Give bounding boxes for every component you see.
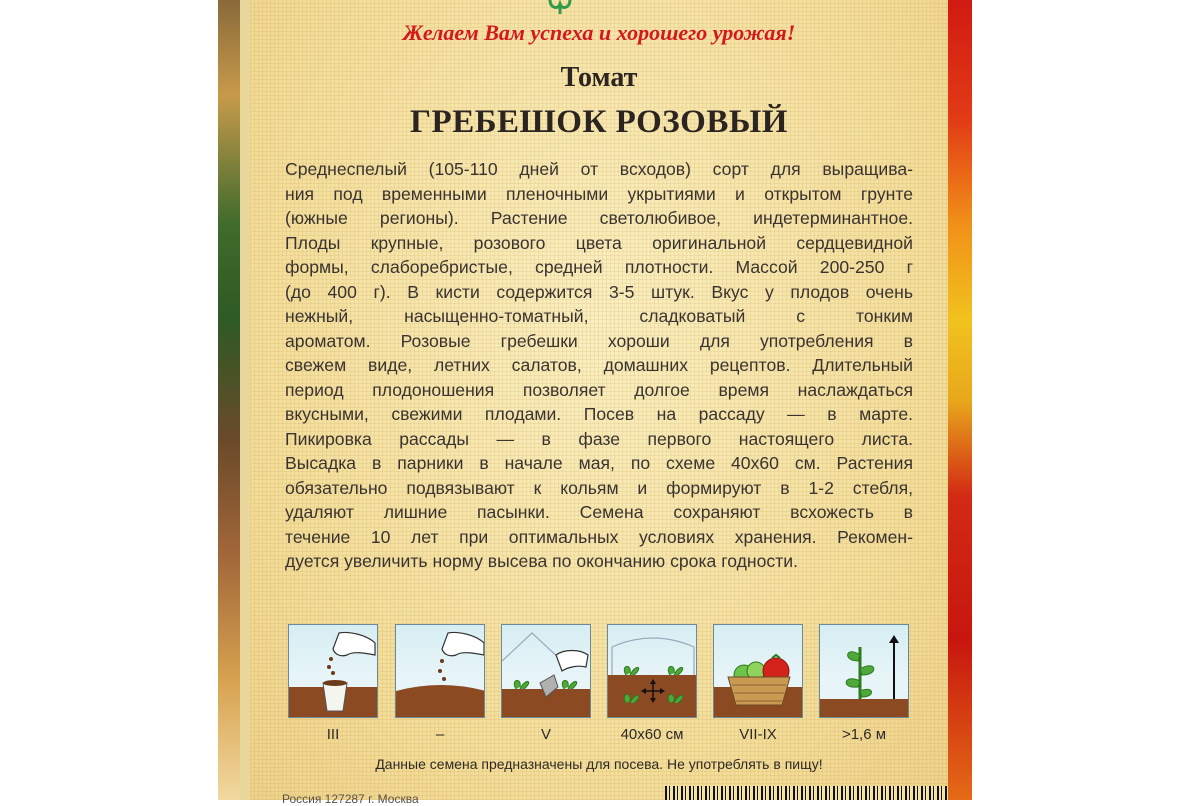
description-line: ароматом. Розовые гребешки хороши для употребления в bbox=[285, 330, 913, 351]
producer-address: Россия 127287 г. Москва bbox=[282, 792, 419, 806]
transplanting-icon bbox=[501, 624, 591, 718]
description-line: дуется увеличить норму высева по окончанию срока годности. bbox=[285, 551, 798, 571]
crop-title: Томат bbox=[560, 62, 638, 93]
description-line: ния под временными пленочными укрытиями и открытом грунте bbox=[285, 183, 913, 204]
growing-pictograms bbox=[288, 624, 916, 719]
description-line: обязательно подвязывают к кольям и формируют в 1-2 стебля, bbox=[285, 477, 913, 498]
safety-note: Данные семена предназначены для посева. Не употреблять в пищу! bbox=[375, 756, 823, 772]
description-line: удаляют лишние пасынки. Семена сохраняют всхожесть в bbox=[285, 502, 913, 522]
description-line: период плодоношения позволяет долгое время наслаждаться bbox=[285, 379, 913, 400]
sowing-in-ground-icon bbox=[395, 624, 485, 718]
harvest-basket-icon bbox=[713, 624, 803, 718]
description-line: Пикировка рассады — в фазе первого настоящего листа. bbox=[285, 428, 913, 449]
description-line: свежем виде, летних салатов, домашних рецептов. Длительный bbox=[285, 355, 913, 375]
slogan: Желаем Вам успеха и хорошего урожая! bbox=[402, 20, 796, 45]
variety-title: ГРЕБЕШОК РОЗОВЫЙ bbox=[410, 104, 788, 140]
description-line: Высадка в парники в начале мая, по схеме 40х60 см. Растения bbox=[285, 453, 913, 473]
variety-description bbox=[285, 157, 913, 574]
icon-label-plant-height: >1,6 м bbox=[841, 726, 887, 743]
icon-label-sowing-month: III bbox=[326, 726, 340, 743]
packet-left-fold bbox=[240, 0, 250, 800]
planting-scheme-icon bbox=[607, 624, 697, 718]
description-line: формы, слаборебристые, средней плотности. Массой 200-250 г bbox=[285, 257, 913, 277]
description-line: (южные регионы). Растение светолюбивое, индетерминантное. bbox=[285, 208, 913, 228]
barcode bbox=[665, 786, 948, 800]
brand-logo-icon bbox=[546, 0, 574, 14]
icon-label-ground-sowing: – bbox=[435, 726, 445, 743]
description-line: течение 10 лет при оптимальных условиях хранения. Рекомен- bbox=[285, 526, 913, 547]
icon-label-planting-scheme: 40х60 см bbox=[620, 726, 684, 743]
description-line: нежный, насыщенно-томатный, сладковатый с тонким bbox=[285, 306, 913, 326]
packet-right-edge bbox=[948, 0, 972, 800]
description-line: (до 400 г). В кисти содержится 3-5 штук. Вкус у плодов очень bbox=[285, 281, 913, 302]
icon-label-harvest-months: VII-IX bbox=[739, 726, 777, 743]
description-line: Среднеспелый (105-110 дней от всходов) сорт для выращива- bbox=[285, 159, 913, 179]
plant-height-icon bbox=[819, 624, 909, 718]
sowing-in-pot-icon bbox=[288, 624, 378, 718]
icon-label-transplant-month: V bbox=[540, 726, 551, 743]
description-line: вкусными, свежими плодами. Посев на рассаду — в марте. bbox=[285, 404, 913, 424]
description-line: Плоды крупные, розового цвета оригинальной сердцевидной bbox=[285, 232, 913, 253]
